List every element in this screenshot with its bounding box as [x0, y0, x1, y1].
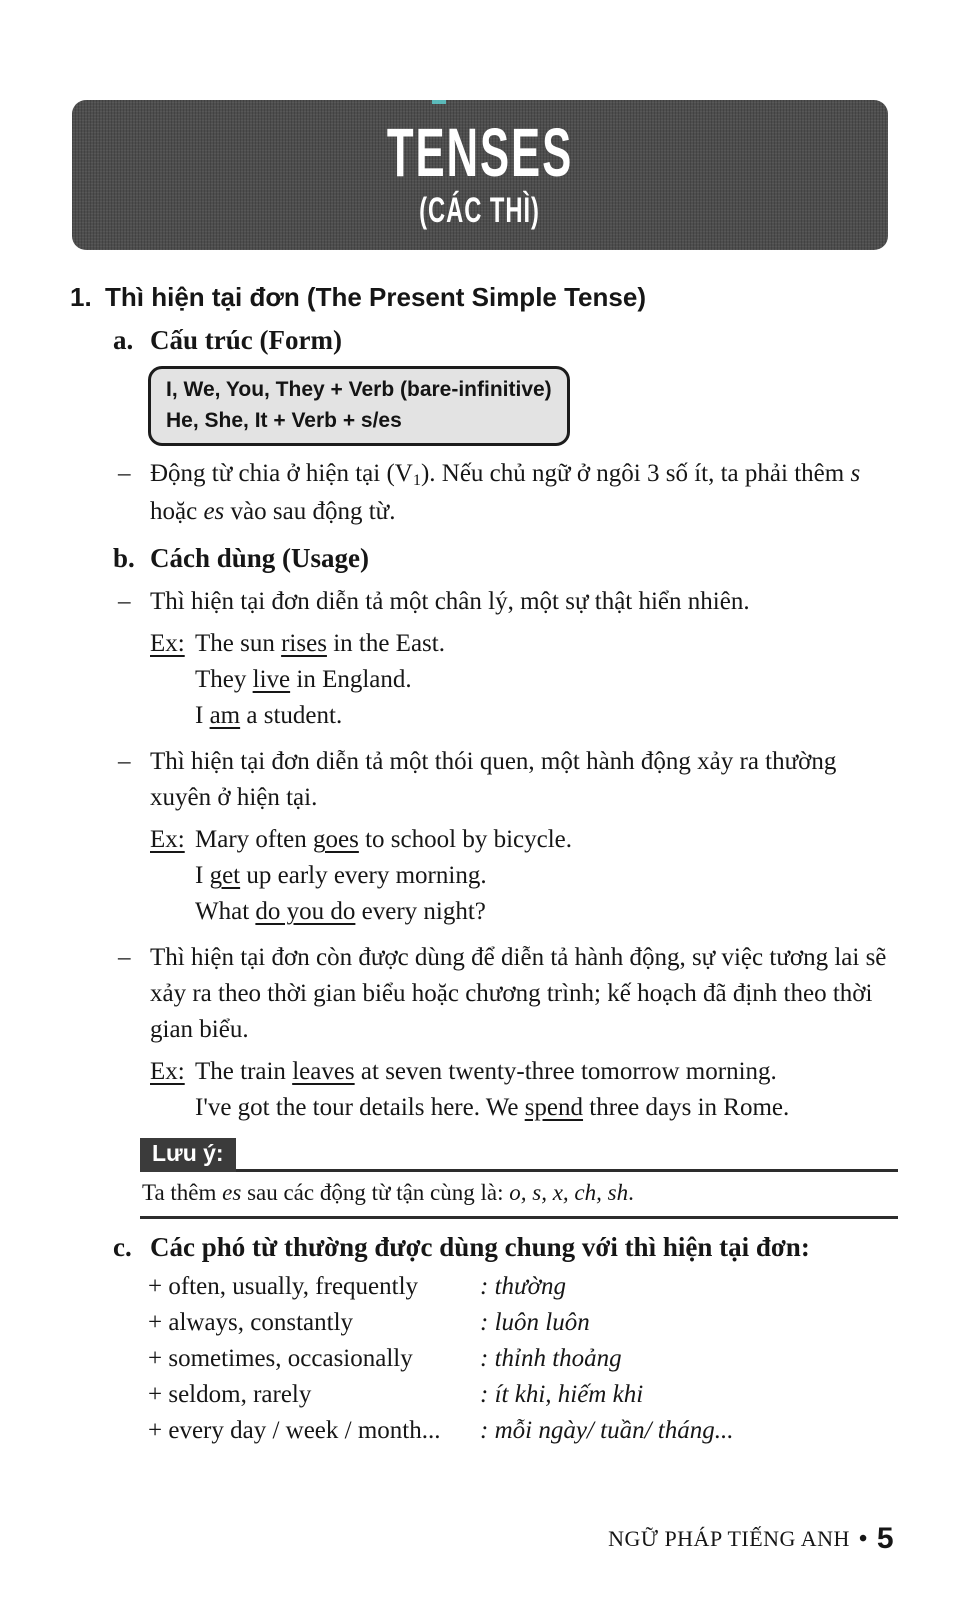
adverb-vietnamese: : luôn luôn	[480, 1309, 590, 1336]
example-label-spacer	[150, 698, 195, 734]
example-block-3	[150, 1054, 898, 1126]
adverb-vietnamese: : thường	[480, 1273, 566, 1300]
adverb-english: + often, usually, frequently	[148, 1273, 419, 1300]
example-line	[150, 662, 898, 698]
chapter-subtitle: (CÁC THÌ)	[419, 190, 541, 230]
example-label-spacer	[150, 662, 195, 698]
form-note-paragraph	[118, 456, 898, 530]
example-label-spacer	[150, 894, 195, 930]
note-text: Ta thêm es sau các động từ tận cùng là: o, s, x, ch, sh.	[142, 1180, 634, 1205]
adverb-english: + seldom, rarely	[148, 1381, 312, 1408]
adverbs-heading	[113, 1231, 898, 1263]
adverb-english: + always, constantly	[148, 1309, 354, 1336]
usage-point-1-text: Thì hiện tại đơn diễn tả một chân lý, một sự thật hiển nhiên.	[150, 588, 750, 615]
example-line	[150, 698, 898, 734]
chapter-banner	[72, 100, 888, 250]
usage-point-1	[118, 584, 898, 620]
form-heading-label: a.	[113, 325, 134, 355]
section-title: Thì hiện tại đơn (The Present Simple Tense)	[105, 282, 646, 312]
example-block-2	[150, 822, 898, 930]
example-label: Ex:	[150, 630, 185, 657]
adverbs-heading-label: c.	[113, 1232, 132, 1262]
note-badge: Lưu ý:	[140, 1138, 236, 1172]
example-line	[150, 858, 898, 894]
dash-marker: –	[118, 588, 131, 615]
form-heading-text: Cấu trúc (Form)	[150, 325, 342, 355]
adverb-row	[148, 1305, 898, 1341]
note-rule-top	[236, 1169, 898, 1172]
example-line	[150, 822, 898, 858]
form-rule-line-2: He, She, It + Verb + s/es	[166, 409, 402, 432]
note-header	[140, 1138, 898, 1172]
example-block-1	[150, 626, 898, 734]
example-line	[150, 894, 898, 930]
dash-marker: –	[118, 944, 131, 971]
example-label: Ex:	[150, 1058, 185, 1085]
adverb-row	[148, 1413, 898, 1449]
page-footer	[608, 1524, 894, 1554]
section-number: 1.	[70, 282, 92, 312]
example-sentence: I am a student.	[195, 702, 343, 729]
example-sentence: Mary often goes to school by bicycle.	[195, 826, 573, 853]
note-section	[140, 1138, 898, 1219]
form-note-text: Động từ chia ở hiện tại (V1). Nếu chủ ngữ ở ngôi 3 số ít, ta phải thêm s hoặc es vào sau động từ.	[150, 460, 861, 525]
example-sentence: I've got the tour details here. We spend three days in Rome.	[195, 1094, 790, 1121]
dash-marker: –	[118, 748, 131, 775]
adverb-english: + every day / week / month...	[148, 1417, 441, 1444]
usage-point-3	[118, 940, 898, 1048]
adverb-vietnamese: : thỉnh thoảng	[480, 1345, 622, 1372]
adverb-row	[148, 1341, 898, 1377]
scan-artifact	[432, 100, 446, 104]
example-line	[150, 626, 898, 662]
example-sentence: The sun rises in the East.	[195, 630, 445, 657]
example-sentence: The train leaves at seven twenty-three tomorrow morning.	[195, 1058, 777, 1085]
example-sentence: They live in England.	[195, 666, 412, 693]
usage-heading-text: Cách dùng (Usage)	[150, 543, 370, 573]
usage-heading	[113, 542, 898, 574]
adverbs-heading-text: Các phó từ thường được dùng chung với thì hiện tại đơn:	[150, 1232, 810, 1262]
example-label: Ex:	[150, 826, 185, 853]
adverb-vietnamese: : mỗi ngày/ tuần/ tháng...	[480, 1417, 734, 1444]
adverbs-list	[0, 1269, 970, 1449]
usage-heading-label: b.	[113, 543, 135, 573]
section-heading	[70, 282, 898, 312]
footer-book-title: NGỮ PHÁP TIẾNG ANH	[608, 1526, 850, 1551]
chapter-title: TENSES	[386, 112, 574, 191]
adverb-row	[148, 1269, 898, 1305]
dash-marker: –	[118, 460, 131, 487]
example-sentence: What do you do every night?	[195, 898, 486, 925]
footer-bullet: •	[858, 1525, 868, 1552]
usage-point-2	[118, 744, 898, 816]
usage-point-2-text: Thì hiện tại đơn diễn tả một thói quen, một hành động xảy ra thường xuyên ở hiện tại.	[150, 748, 837, 811]
example-line	[150, 1090, 898, 1126]
form-rule-line-1: I, We, You, They + Verb (bare-infinitive)	[166, 378, 552, 401]
adverb-row	[148, 1377, 898, 1413]
form-heading	[113, 324, 898, 356]
example-label-spacer	[150, 858, 195, 894]
example-label-spacer	[150, 1090, 195, 1126]
example-line	[150, 1054, 898, 1090]
adverb-english: + sometimes, occasionally	[148, 1345, 413, 1372]
example-sentence: I get up early every morning.	[195, 862, 487, 889]
footer-page-number: 5	[876, 1522, 894, 1555]
adverb-vietnamese: : ít khi, hiếm khi	[480, 1381, 644, 1408]
usage-point-3-text: Thì hiện tại đơn còn được dùng để diễn tả hành động, sự việc tương lai sẽ xảy ra theo thời gian biểu hoặc chương trình; kế hoạch đã định theo thời gian biểu.	[150, 944, 887, 1043]
form-rule-box	[148, 366, 570, 446]
note-rule-bottom	[140, 1216, 898, 1219]
